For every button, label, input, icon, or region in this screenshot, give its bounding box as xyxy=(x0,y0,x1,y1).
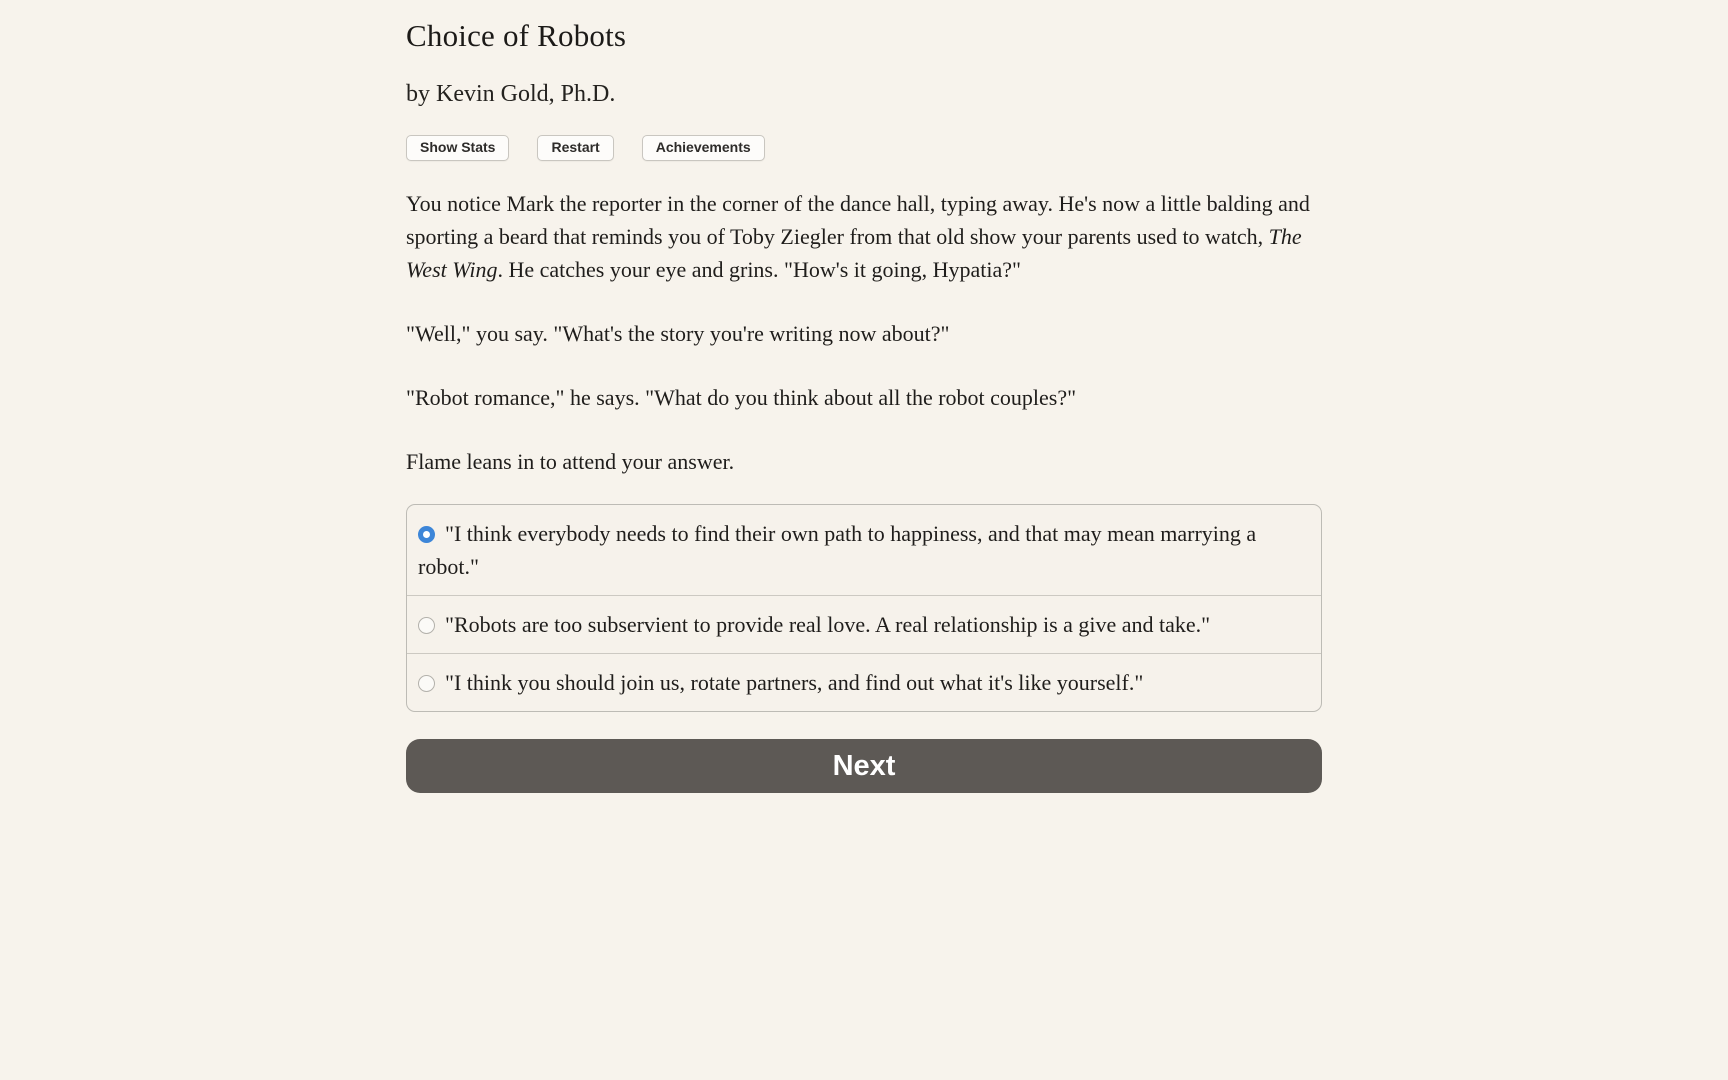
page-title: Choice of Robots xyxy=(406,18,627,53)
choice-option-1-label: "I think everybody needs to find their own path to happiness, and that may mean marrying a robot." xyxy=(418,521,1257,579)
choice-option-3[interactable] xyxy=(407,653,1321,711)
restart-button[interactable]: Restart xyxy=(537,135,613,161)
next-button[interactable]: Next xyxy=(406,739,1322,793)
toolbar xyxy=(406,135,1322,161)
radio-unselected-icon[interactable] xyxy=(418,675,435,692)
choice-option-2[interactable] xyxy=(407,595,1321,653)
choice-option-2-label: "Robots are too subservient to provide real love. A real relationship is a give and take." xyxy=(445,612,1211,637)
story-paragraph-3: "Robot romance," he says. "What do you think about all the robot couples?" xyxy=(406,385,1077,410)
story-paragraph-2: "Well," you say. "What's the story you're writing now about?" xyxy=(406,321,950,346)
story-paragraph-1-post: . He catches your eye and grins. "How's it going, Hypatia?" xyxy=(497,257,1021,282)
author-byline: by Kevin Gold, Ph.D. xyxy=(406,81,616,107)
story-paragraph-1-pre: You notice Mark the reporter in the corner of the dance hall, typing away. He's now a little balding and sporting a beard that reminds you of Toby Ziegler from that old show your parents used to watch, xyxy=(406,191,1310,249)
choice-option-1[interactable] xyxy=(407,505,1321,595)
story-paragraph-4: Flame leans in to attend your answer. xyxy=(406,449,735,474)
radio-selected-icon[interactable] xyxy=(418,526,435,543)
story-paragraph-1-italic: The West Wing xyxy=(406,224,1302,282)
story-text-block xyxy=(406,187,1322,478)
radio-unselected-icon[interactable] xyxy=(418,617,435,634)
choice-option-3-label: "I think you should join us, rotate partners, and find out what it's like yourself." xyxy=(445,670,1144,695)
achievements-button[interactable]: Achievements xyxy=(642,135,765,161)
show-stats-button[interactable]: Show Stats xyxy=(406,135,509,161)
game-content xyxy=(406,0,1322,793)
choice-list xyxy=(406,504,1322,712)
story-paragraph-1 xyxy=(406,187,1322,286)
